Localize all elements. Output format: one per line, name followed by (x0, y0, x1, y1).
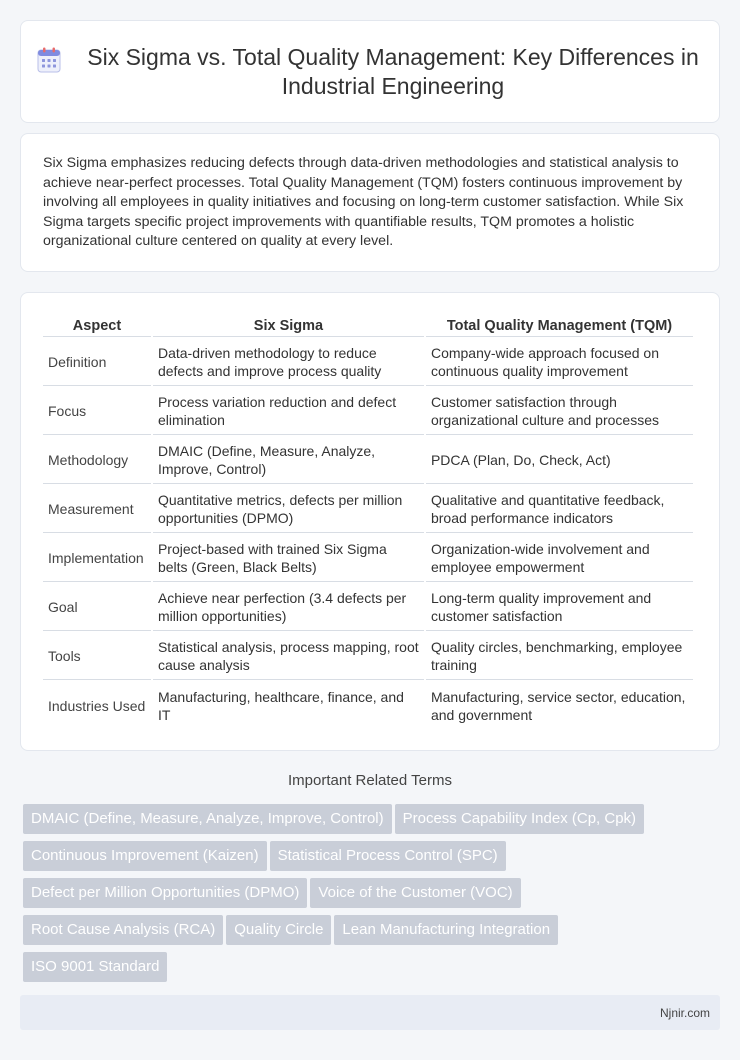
related-term-tag[interactable]: ISO 9001 Standard (23, 952, 167, 982)
tqm-cell: Long-term quality improvement and customer satisfaction (426, 584, 693, 631)
table-row (43, 388, 693, 435)
aspect-cell: Industries Used (48, 697, 146, 714)
tqm-cell: Qualitative and quantitative feedback, broad performance indicators (426, 486, 693, 533)
table-row (43, 486, 693, 533)
tqm-cell: Manufacturing, service sector, education, and government (430, 688, 686, 723)
footer-site-link[interactable]: Njnir.com (659, 1005, 710, 1020)
header-tqm: Total Quality Management (TQM) (426, 309, 693, 337)
tqm-cell: Quality circles, benchmarking, employee training (426, 633, 693, 680)
header-aspect: Aspect (43, 309, 151, 337)
comparison-table-card (20, 292, 720, 751)
footer (20, 995, 720, 1030)
header (37, 43, 703, 101)
tqm-cell: Company-wide approach focused on continuous quality improvement (426, 339, 693, 386)
related-term-tag[interactable]: Root Cause Analysis (RCA) (23, 915, 223, 945)
aspect-cell: Tools (43, 633, 151, 680)
intro-card (20, 133, 720, 272)
table-row (43, 535, 693, 582)
tqm-cell: Organization-wide involvement and employee empowerment (426, 535, 693, 582)
six-sigma-cell: Process variation reduction and defect elimination (153, 388, 424, 435)
related-term-tag[interactable]: Statistical Process Control (SPC) (270, 841, 506, 871)
aspect-cell: Goal (43, 584, 151, 631)
table-row (43, 339, 693, 386)
six-sigma-cell: DMAIC (Define, Measure, Analyze, Improve, Control) (153, 437, 424, 484)
header-card (20, 20, 720, 123)
related-term-tag[interactable]: DMAIC (Define, Measure, Analyze, Improve, Control) (23, 804, 392, 834)
six-sigma-cell: Achieve near perfection (3.4 defects per million opportunities) (153, 584, 424, 631)
table-header-row (43, 309, 693, 337)
related-terms-title: Important Related Terms (288, 772, 452, 789)
six-sigma-cell: Quantitative metrics, defects per million opportunities (DPMO) (153, 486, 424, 533)
related-term-tag[interactable]: Continuous Improvement (Kaizen) (23, 841, 267, 871)
aspect-cell: Definition (43, 339, 151, 386)
table-row (43, 682, 693, 729)
aspect-cell: Implementation (43, 535, 151, 582)
related-term-tag[interactable]: Quality Circle (226, 915, 331, 945)
related-term-tag[interactable]: Lean Manufacturing Integration (334, 915, 558, 945)
six-sigma-cell: Statistical analysis, process mapping, root cause analysis (153, 633, 424, 680)
related-terms-list (23, 804, 713, 989)
tqm-cell: PDCA (Plan, Do, Check, Act) (426, 437, 693, 484)
six-sigma-cell: Data-driven methodology to reduce defects and improve process quality (153, 339, 424, 386)
related-term-tag[interactable]: Defect per Million Opportunities (DPMO) (23, 878, 307, 908)
tqm-cell: Customer satisfaction through organizational culture and processes (426, 388, 693, 435)
aspect-cell: Measurement (43, 486, 151, 533)
related-term-tag[interactable]: Voice of the Customer (VOC) (310, 878, 520, 908)
page-title: Six Sigma vs. Total Quality Management: Key Differences in Industrial Engineering (87, 43, 699, 99)
calendar-icon (37, 47, 61, 73)
header-six-sigma: Six Sigma (153, 309, 424, 337)
related-term-tag[interactable]: Process Capability Index (Cp, Cpk) (395, 804, 644, 834)
aspect-cell: Focus (43, 388, 151, 435)
comparison-table (41, 307, 695, 731)
table-row (43, 437, 693, 484)
six-sigma-cell: Manufacturing, healthcare, finance, and IT (157, 688, 404, 723)
aspect-cell: Methodology (43, 437, 151, 484)
table-row (43, 633, 693, 680)
table-row (43, 584, 693, 631)
six-sigma-cell: Project-based with trained Six Sigma belts (Green, Black Belts) (153, 535, 424, 582)
intro-text: Six Sigma emphasizes reducing defects through data-driven methodologies and statistical analysis to achieve near-perfect processes. Total Quality Management (TQM) fosters continuous improvement by involving all employees in quality initiatives and focusing on long-term customer satisfaction. While Six Sigma targets specific project improvements with quantifiable results, TQM promotes a holistic organizational culture centered on quality at every level. (43, 155, 684, 250)
